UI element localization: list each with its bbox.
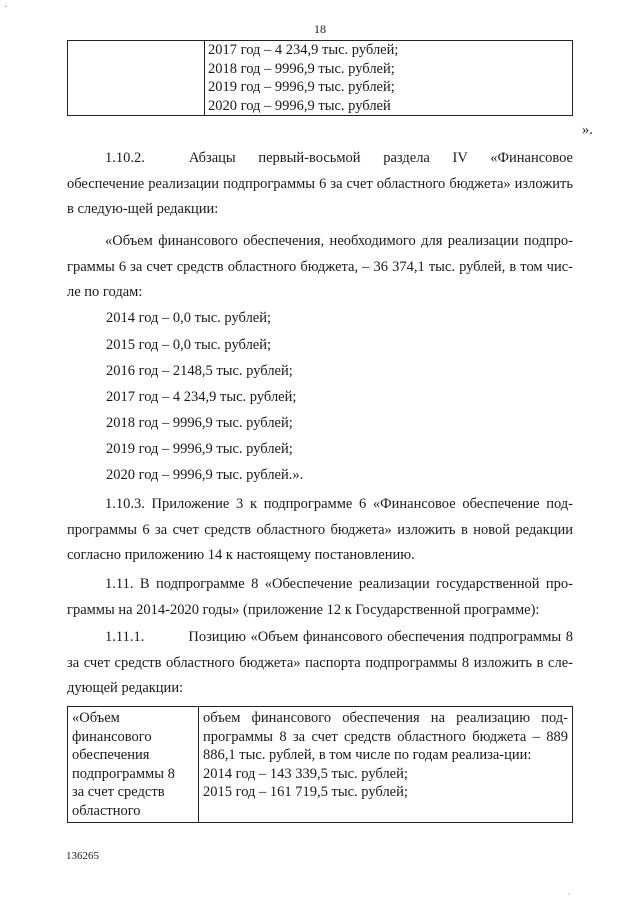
paragraph-1-11-1 — [67, 625, 573, 702]
bottom-table-right-cell — [199, 707, 573, 823]
paragraph-1-10-2 — [67, 146, 573, 223]
left-cell-line: областного — [72, 802, 141, 819]
top-table-line: 2017 год – 4 234,9 тыс. рублей; — [208, 42, 399, 58]
page-number: 18 — [314, 22, 326, 36]
top-table-left-cell — [68, 41, 205, 116]
year-line: 2016 год – 2148,5 тыс. рублей; — [106, 363, 293, 379]
top-table-line: 2019 год – 9996,9 тыс. рублей; — [208, 79, 395, 95]
year-line: 2020 год – 9996,9 тыс. рублей.». — [106, 467, 304, 483]
clause-text: Абзацы первый-восьмой раздела IV «Финансовое обеспечение реализации подпрограммы 6 за счет областного бюджета» изложить в следую-щей редакции: — [67, 150, 573, 217]
top-table-right-cell — [205, 41, 573, 116]
left-cell-line: подпрограммы 8 — [72, 765, 175, 782]
right-cell-line: 2015 год – 161 719,5 тыс. рублей; — [203, 784, 408, 800]
quote-paragraph: «Объем финансового обеспечения, необходимого для реализации подпро-граммы 6 за счет средств областного бюджета, – 36 374,1 тыс. рублей, в том чис-ле по годам: — [67, 233, 573, 300]
year-line: 2014 год – 0,0 тыс. рублей; — [106, 310, 272, 326]
top-table — [67, 40, 573, 116]
table-closing-quote: ». — [582, 122, 593, 138]
scan-speck: · — [567, 890, 570, 899]
document-code: 136265 — [66, 850, 99, 862]
clause-number: 1.11.1. — [105, 629, 145, 645]
year-line: 2019 год – 9996,9 тыс. рублей; — [106, 441, 293, 457]
top-table-line: 2018 год – 9996,9 тыс. рублей; — [208, 60, 395, 77]
year-line: 2018 год – 9996,9 тыс. рублей; — [106, 415, 293, 431]
year-line: 2015 год – 0,0 тыс. рублей; — [106, 337, 272, 353]
corner-mark: · — [4, 2, 8, 13]
left-cell-line: обеспечения — [72, 747, 150, 763]
left-cell-line: «Объем — [72, 710, 120, 726]
bottom-table-left-cell — [68, 707, 199, 823]
paragraph-1-11: 1.11. В подпрограмме 8 «Обеспечение реализации государственной про-граммы на 2014-2020 годы» (приложение 12 к Государственной программе): — [67, 576, 573, 618]
clause-number: 1.10.2. — [105, 150, 145, 166]
paragraph-1-10-3: 1.10.3. Приложение 3 к подпрограмме 6 «Финансовое обеспечение под-программы 6 за счет средств областного бюджета» изложить в новой редакции согласно приложению 14 к настоящему постановлению. — [67, 496, 573, 563]
bottom-table — [67, 706, 573, 823]
right-cell-line: 2014 год – 143 339,5 тыс. рублей; — [203, 765, 408, 782]
top-table-line: 2020 год – 9996,9 тыс. рублей — [208, 97, 391, 114]
right-cell-text: объем финансового обеспечения на реализацию под-программы 8 за счет средств областного бюджета – 889 886,1 тыс. рублей, в том числе по годам реализа-ции: — [203, 710, 568, 763]
left-cell-line: за счет средств — [72, 784, 165, 800]
left-cell-line: финансового — [72, 728, 152, 745]
year-line: 2017 год – 4 234,9 тыс. рублей; — [106, 389, 297, 405]
clause-text: Позицию «Объем финансового обеспечения подпрограммы 8 за счет средств областного бюджета» паспорта подпрограммы 8 изложить в сле-дующей редакции: — [67, 629, 573, 696]
